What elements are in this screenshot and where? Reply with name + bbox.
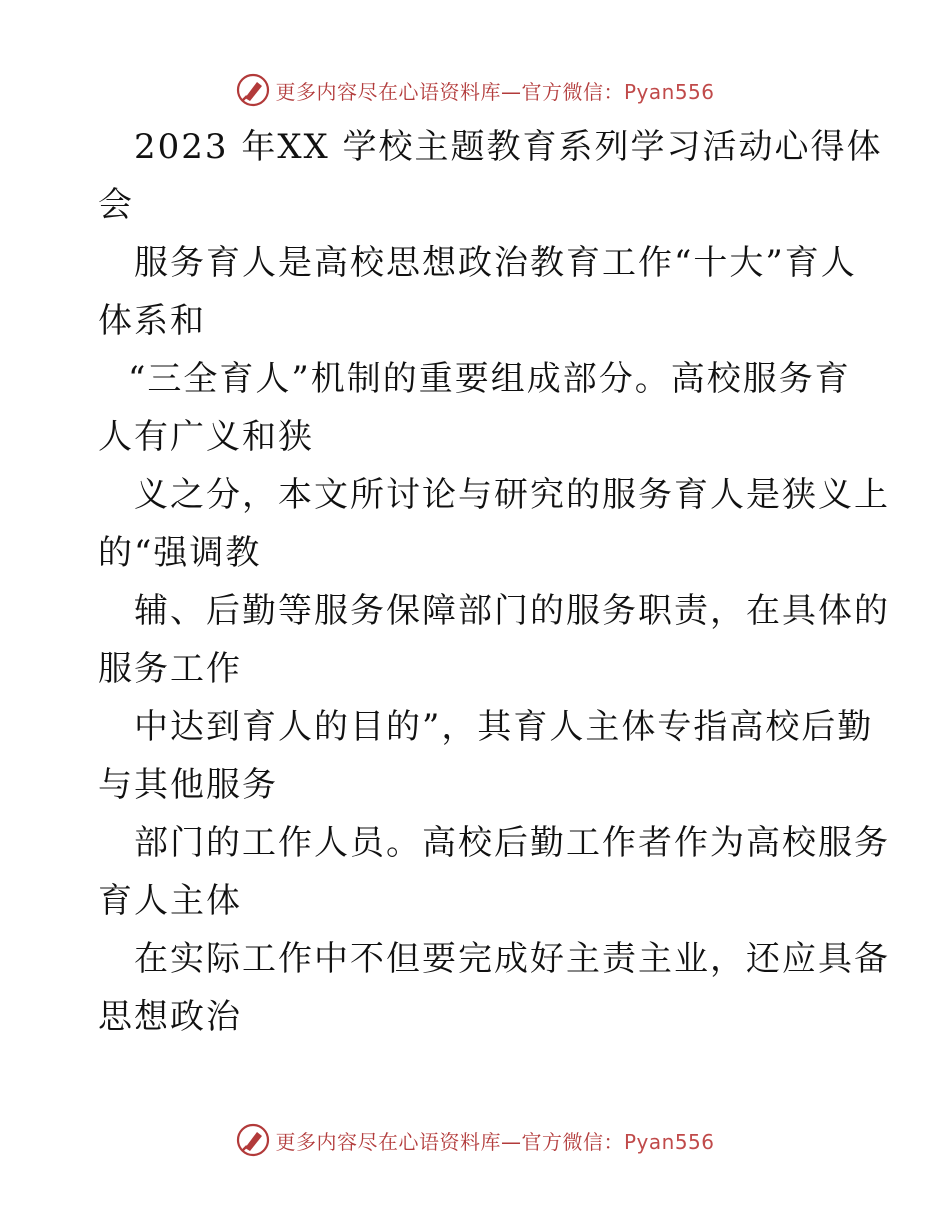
watermark-site-text: 更多内容尽在心语资料库—官方微信： [275,1129,624,1154]
watermark-handle: Pyan556 [623,1129,715,1154]
paragraph-line-14: 思想政治 [98,997,242,1037]
document-title-line-2: 会 [98,185,134,225]
pen-nib-logo-icon [235,72,271,108]
watermark-handle: Pyan556 [623,79,715,104]
paragraph-line-3: “三全育人”机制的重要组成部分。高校服务育 [128,359,851,399]
paragraph-line-11: 部门的工作人员。高校后勤工作者作为高校服务 [134,823,890,863]
paragraph-line-2: 体系和 [98,301,206,341]
paragraph-line-10: 与其他服务 [98,765,278,805]
paragraph-line-1: 服务育人是高校思想政治教育工作“十大”育人 [134,243,857,283]
paragraph-line-5: 义之分，本文所讨论与研究的服务育人是狭义上 [134,475,890,515]
paragraph-line-6: 的“强调教 [98,533,262,573]
paragraph-line-13: 在实际工作中不但要完成好主责主业，还应具备 [134,939,890,979]
paragraph-line-4: 人有广义和狭 [98,417,314,457]
document-title-line-1: 2023 年XX 学校主题教育系列学习活动心得体 [134,127,883,167]
header-watermark [0,70,950,110]
paragraph-line-8: 服务工作 [98,649,242,689]
document-body [98,118,890,1046]
paragraph-line-7: 辅、后勤等服务保障部门的服务职责，在具体的 [134,591,890,631]
footer-watermark [0,1120,950,1160]
pen-nib-logo-icon [235,1122,271,1158]
watermark-site-text: 更多内容尽在心语资料库—官方微信： [275,79,624,104]
paragraph-line-12: 育人主体 [98,881,242,921]
watermark-text [275,76,714,105]
paragraph-line-9: 中达到育人的目的”，其育人主体专指高校后勤 [134,707,874,747]
watermark-text [275,1126,714,1155]
